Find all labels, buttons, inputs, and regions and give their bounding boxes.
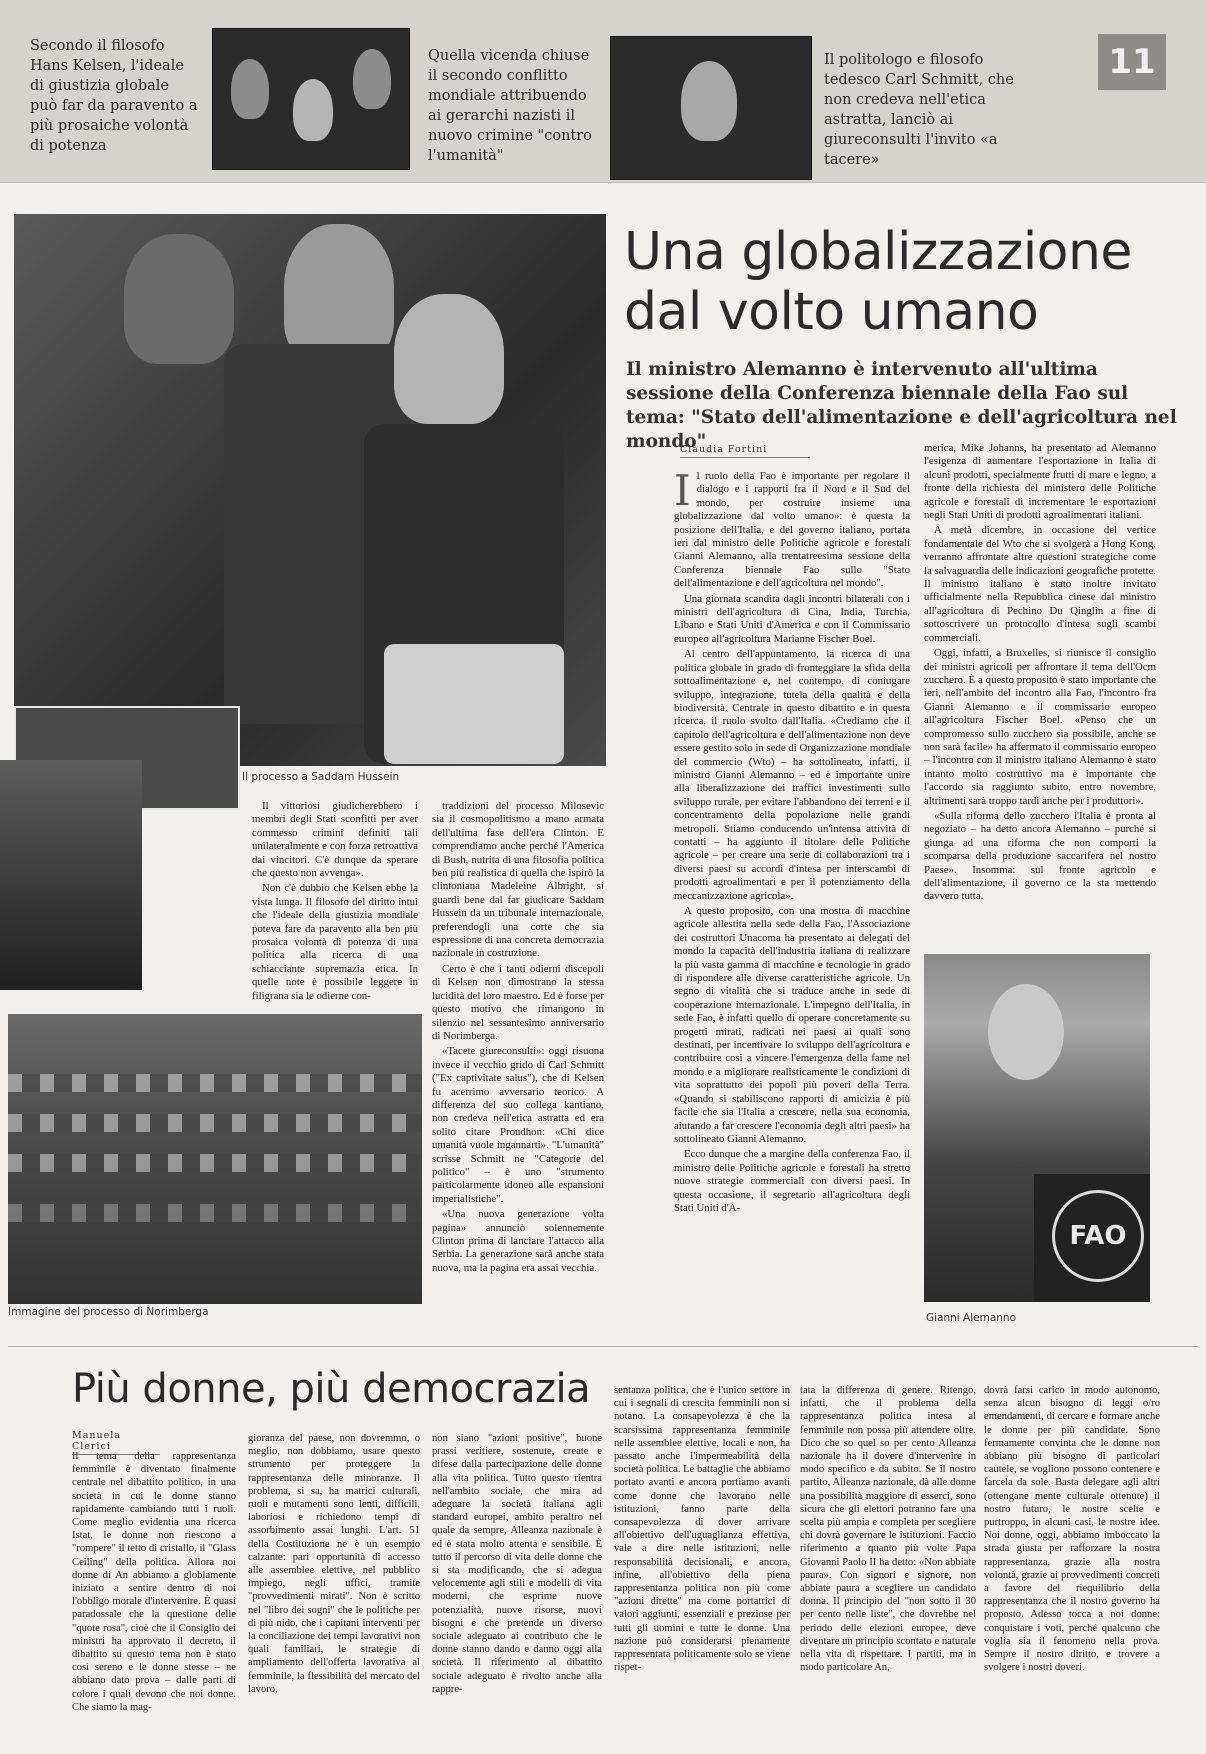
top-teaser-strip <box>0 0 1206 183</box>
bottom-col6-text: dovrà farsi carico in modo autonomo, senza alcun bisogno di leggi o/ro emendamenti, di cercare e formare anche le donne per più candidate. Sono fermamente convinta che le donne non abbiano più bisogno di particolari cautele, se vogliono possono contenere e farcela da sole. Basta delegare agli altri (ottengane mente culturale ottenute) il nostro futuro, le nostre scelte e purtroppo, in alcuni casi, le nostre idee. Noi donne, oggi, abbiamo imboccato la strada giusta per rafforzare la nostra rappresentanza, grazie alla nostra volontà, grazie ai provvedimenti concreti a favore del riequilibrio della rappresentanza che il nostro governo ha proposto. Adesso tocca a noi donne: conquistare i voti, perché qualcuno che voglia sia il fenomeno nella prova. Sempre il nostro diritto, e trovere a svolgere i nostri doveri. <box>984 1385 1160 1674</box>
main-col1-para: Una giornata scandita dagli incontri bilaterali con i ministri dell'agricoltura di Cina, India, Turchia, Libano e Stati Uniti d'America e con il Commissario europeo all'agricoltura Marianne Fischer Boel. <box>674 592 910 645</box>
main-col2-para: Oggi, infatti, a Bruxelles, si riunisce il consiglio dei ministri agricoli per affrontare il tema dell'Ocm zucchero. È a questo proposito è stato importante che ieri, nell'ambito del incontro alla Fao, l'incontro fra Gianni Alemanno e il commissario europeo all'agricoltura Fischer Boel. «Penso che un compromesso sullo zucchero sia possibile, anche se non sarà facile» ha affermato il commissario europeo – l'incontro con il ministro italiano Alemanno è stato intanto molto costruttivo ma è importante che l'accordo sia raggiunto subito, entro novembre, altrimenti sarà troppo tardi anche per i produttori». <box>924 647 1156 807</box>
side-article-col1 <box>252 800 418 1005</box>
side-article-col2 <box>432 800 604 1294</box>
main-col2-para: A metà dicembre, in occasione del vertice fondamentale del Wto che si svolgerà a Hong Kong, verranno affrontate altre questioni strategiche come la salvaguardia delle indicazioni geografiche protette. Il ministro italiano è stato inoltre invitato ufficialmente nella Repubblica cinese dal ministro all'agricoltura di Pechino Du Qinglin a fine di sottoscrivere un protocollo d'intesa sugli scambi commerciali. <box>924 524 1156 644</box>
main-col1-para: A questo proposito, con una mostra di macchine agricole allestita nella sede della Fao, l'Associazione dei costruttori Unacoma ha presentato ai delegati del mondo la capacità dell'industria italiana di realizzare la più vasta gamma di macchine e tecnologie in grado di rispondere alle diverse caratteristiche agricole. Un segno di vitalità che si traduce anche in sede di cooperazione internazionale. L'impegno dell'Italia, in sede Fao, è infatti quello di operare concretamente su progetti mirati, radicati nei paesi ai quali sono destinati, per incentivare lo sviluppo dell'agricoltura e contribuire così a vincere l'emergenza della fame nel mondo e a migliorare realisticamente le condizioni di vita soprattutto dei popoli più poveri della Terra. «Quando si stabiliscono rapporti di amicizia è più facile che sia l'Italia a crescere, nella sua economia, aiutando a far crescere l'economia degli altri paesi» ha sottolineato Gianni Alemanno. <box>674 905 910 1145</box>
headline-line-2: dal volto umano <box>624 282 1039 342</box>
teaser-schmitt: Il politologo e filosofo tedesco Carl Schmitt, che non credeva nell'etica astratta, lanciò ai giureconsulti l'invito «a tacere» <box>824 52 1014 168</box>
bottom-headline: Più donne, più democrazia <box>72 1366 591 1412</box>
teaser-photo-nazi-officers <box>212 28 410 170</box>
teaser-nuremberg: Quella vicenda chiuse il secondo conflitto mondiale attribuendo ai gerarchi nazisti il nuovo crimine "contro l'umanità" <box>428 48 592 164</box>
main-subheadline: Il ministro Alemanno è intervenuto all'ultima sessione della Conferenza biennale della Fao sul tema: "Stato dell'alimentazione e dell'agricoltura nel mondo" <box>626 359 1177 452</box>
side-col1-para: Il vittoriosi giudicherebbero i membri degli Stati sconfitti per aver commesso crimini definiti tali unilateralmente e con forza retroattiva dai vincitori. C'è dunque da sperare che questo non avvenga». <box>252 800 418 880</box>
page-number: 11 <box>1098 34 1166 90</box>
side-col2-para: traddizioni del processo Milosevic sia il cosmopolitismo a mano armata dell'ultima fase dell'era Clinton. E comprendiamo anche perché l'America di Bush, nutrita di una filosofia politica ben più realistica di quella che ispirò la clintoniana Madeleine Albright, si guardi bene dal far giudicare Saddam Hussein da un tribunale internazionale, preferendogli una corte che sia espressione di una concreta democrazia nazionale in costruzione. <box>432 800 604 960</box>
alemanno-photo <box>924 954 1150 1302</box>
side-col1-para: Non c'è dubbio che Kelsen ebbe la vista lunga. Il filosofo del diritto intuì che l'ideale della giustizia mondiale poteva fare da paravento alla ben più prosaica volontà di potenza di una politica alla ricerca di una schiacciante supremazia etica. In quelle note è possibile leggere in filigrana sia le odierne con- <box>252 882 418 1002</box>
bottom-col1 <box>72 1450 236 1746</box>
side-col2-para: «Una nuova generazione volta pagina» annunciò solennemente Clinton prima di lanciare l'attacco alla Serbia. La generazione sarà anche stata nuova, ma la pagina era assai vecchia. <box>432 1208 604 1274</box>
bottom-col2 <box>248 1432 420 1746</box>
bottom-col4-text: sentanza politica, che è l'unico settore in cui i segnali di crescita femminili non si notano. La consapevolezza è che la scarsissima rappresentanza femminile nelle assemblee elettive, locali e non, ha passato anche l'impermeabilità della società politica. Le battaglie che abbiamo portato avanti e ancora portiamo avanti come donne che lavorano nelle istituzioni, fanno parte della consapevolezza di dover arrivare all'obiettivo dell'uguaglianza effettiva, vale a dire nelle istituzioni, nelle responsabilità decisionali, e ancora, infine, all'obiettivo della piena rappresentanza politica non più come "azioni dirette" ma come portatrici di valori aggiunti, essenziali e preziose per tutti gli uomini e tutte le donne. Una nazione può considerarsi pienamente rappresentata politicamente solo se viene rispet- <box>614 1385 790 1674</box>
bottom-col6 <box>984 1384 1160 1746</box>
caption-saddam: Il processo a Saddam Hussein <box>242 771 400 783</box>
section-divider <box>8 1346 1198 1347</box>
bottom-col1-text: Il tema della rappresentanza femminile è diventato finalmente centrale nel dibattito politico, in una società in cui le donne stanno rapidamente cambiando tutti i ruoli. Come meglio evidentia una ricerca Istat, le donne non riescono a "rompere" il tetto di cristallo, il "Glass Ceiling" della politica. Allora noi donne di An abbiamo a globlamente iniziato a sentire dentro di noi l'obbligo morale d'intervenire. È quasi paradossale che la questione delle "quote rosa", cioè che il Consiglio dei ministri ha approvato il decreto, il dibattito su questo tema non è stato così sereno e le donne stesse – ne abbiano dato prova – dalle parti di colore i quali devono che noi donne. Che siamo la mag- <box>72 1451 236 1713</box>
bottom-col5 <box>800 1384 976 1746</box>
left-portrait-photo <box>0 760 142 990</box>
caption-alemanno: Gianni Alemanno <box>926 1312 1017 1324</box>
bottom-col5-text: tata la differenza di genere. Ritengo, infatti, che il problema della rappresentanza politica intesa al femminile non possa più attendere oltre. Dico che so quel so per cento Alleanza nazionale ha il dovere d'intervenire in modo specifico e da subito. Se il nostro partito, Alleanza nazionale, dà alle donne una possibilità maggiore di esserci, sono sicura che gli elettori potranno fare una scelta più ampia e completa per scegliere chi dovrà governare le istituzioni. Faccio riferimento a quanto più volte Papa Giovanni Paolo II ha detto: «Non abbiate paura». Con signori e signore, non abbiate paura a scegliere un candidato donna. Il principio del "non sotto il 30 per cento nelle liste", che dovrebbe nel periodo delle elezioni europee, deve diventare un principio scontato e naturale nella vita di rispettare. I partiti, ma in modo particolare An, <box>800 1385 976 1674</box>
main-article-col1 <box>674 470 910 1330</box>
main-article-col2 <box>924 442 1156 942</box>
bottom-col3-text: non siano "azioni positive", buone prassi veritiere, sostenute, create e difese dalla partecipazione delle donne alla vita politica. Tutto questo rientra nell'ambito sociale, che mira ad adeguare la società italiana agli standard europei, ambito peraltro nel quale da sempre, Alleanza nazionale è ed è stata molto attenta e sensibile. È tutto il percorso di vita delle donne che si sta modificando, che si adegua velocemente agli stili e modelli di vita moderni, che esprime nuove potenzialità, nuove risorse, nuovi bisogni e che pretende un diverso sociale adeguato ai contributo che le donne stanno dando e danno oggi alla società. Il riferimento al dibattito sociale adeguato è rivolto anche alla rappre- <box>432 1433 602 1695</box>
headline-line-1: Una globalizzazione <box>624 222 1132 282</box>
main-headline <box>624 222 1184 342</box>
teaser-kelsen: Secondo il filosofo Hans Kelsen, l'ideale di giustizia globale può far da paravento a più prosaiche volontà di potenza <box>30 38 198 154</box>
caption-nuremberg: Immagine del processo di Norimberga <box>8 1306 209 1318</box>
saddam-trial-photo <box>14 214 606 766</box>
main-byline: Claudia Fortini <box>680 444 810 458</box>
dropcap: I <box>674 470 691 515</box>
side-col2-para: «Tacete giureconsulti»: oggi risuona invece il vecchio grido di Carl Schmitt ("Ex captivitate salus"), che di Kelsen fu acerrimo avversario teorico. A differenza del suo collega kantiano, non credeva nell'etica astratta ed era solito citare Proudhon: «Chi dice umanità vuole ingannarti». "L'umanità" scrisse Schmitt ne "Categorie del politico" – è uno "strumento particolarmente idoneo alle espansioni imperialistiche". <box>432 1045 604 1205</box>
main-col1-para: l ruolo della Fao è importante per regolare il dialogo e i rapporti fra il Nord e il Sud del mondo, per costruire insieme una globalizzazione dal volto umano»: è questa la posizione dell'Italia, e del governo italiano, portata ieri dal ministro delle Politiche agricole e forestali Gianni Alemanno, alla trentatreesima sessione della Conferenza biennale Fao sullo "Stato dell'alimentazione e dell'agricoltura nel mondo". <box>674 470 910 590</box>
main-col1-para: Al centro dell'appuntamento, la ricerca di una politica globale in grado di fronteggiare la sfida della sottoalimentazione e, nel contempo, di coniugare sviluppo, integrazione, tutela della qualità e della biodiversità. Centrale in questo dibattito e in questa ricerca, il ruolo svolto dall'Italia. «Crediamo che il capitolo dell'agricoltura e dell'alimentazione non deve essere gestito solo in sede di Organizzazione mondiale del commercio (Wto) – ha sottolineato, infatti, il ministro Gianni Alemanno – ed è importante unire alla liberalizzazione dei traffici investimenti sullo sviluppo rurale, per evitare l'abbandono dei terreni e il concentramento della popolazione nelle grandi metropoli. Stiamo conducendo un'intensa attività di contatti – ha aggiunto il titolare delle Politiche agricole – per creare una serie di collaborazioni tra i diversi paesi su accordi d'intesa per interscambi di prodotti agroalimentari e per il potenziamento della meccanizzazione agricola». <box>674 648 910 902</box>
main-col1-para: Ecco dunque che a margine della conferenza Fao, il ministro delle Politiche agricole e forestali ha stretto nuove strategie commerciali con diversi paesi. In questa occasione, il segretario all'agricoltura degli Stati Uniti d'A- <box>674 1148 910 1214</box>
teaser-photo-schmitt <box>610 36 812 180</box>
side-col2-para: Certo è che i tanti odierni discepoli di Kelsen non dimostrano la stessa lucidità del loro maestro. Ed è forse per questo motivo che rimangono in silenzio nel sessantesimo anniversario di Norimberga. <box>432 962 604 1042</box>
bottom-col3 <box>432 1432 602 1746</box>
bottom-byline: Manuela Clerici <box>72 1430 160 1455</box>
bottom-col4 <box>614 1384 790 1746</box>
main-col2-para: «Sulla riforma dello zucchero l'Italia è pronta al negoziato – ha detto ancora Alemanno – purché si giunga ad una riforma che non comporti la scomparsa della produzione saccarifera nel nostro Paese». Insomma: sul fronte agricolo e dell'alimentazione, il governo ce la sta mettendo davvero tutta. <box>924 809 1156 903</box>
bottom-col2-text: gioranza del paese, non dovremmo, o meglio, non dobbiamo, usare questo strumento per proteggere la rappresentanza delle minoranze. Il problema, si sa, ha matrici culturali, ruoli e mutamenti sono lenti, difficili, laboriosi e richiedono tempi di assorbimento assai lunghi. L'art. 51 della Costituzione ne è un esempio calzante: pari opportunità di accesso alle assemblee elettive, nel pubblico impiego, negli uffici, tramite "provvedimenti mirati". Non è scritto nel "libro dei sogni" che le politiche per di più nido, che i capitani interventi per la conciliazione dei tempi lavorativi non quali familiari, le strategie di ampliamento dell'offerta lavorativa al femminile, la flessibilità del mercato del lavoro, <box>248 1433 420 1695</box>
fao-logo: FAO <box>1052 1190 1144 1282</box>
nuremberg-trial-photo <box>8 1014 422 1304</box>
main-col2-para: merica, Mike Johanns, ha presentato ad Alemanno l'esigenza di aumentare l'esportazione in Italia di alcuni prodotti, specialmente frutti di mare e legno, a fronte della richiesta del ministero delle Politiche agricole e forestali di incrementare le esportazioni negli Stati Uniti di prodotti agroalimentari italiani. <box>924 442 1156 522</box>
